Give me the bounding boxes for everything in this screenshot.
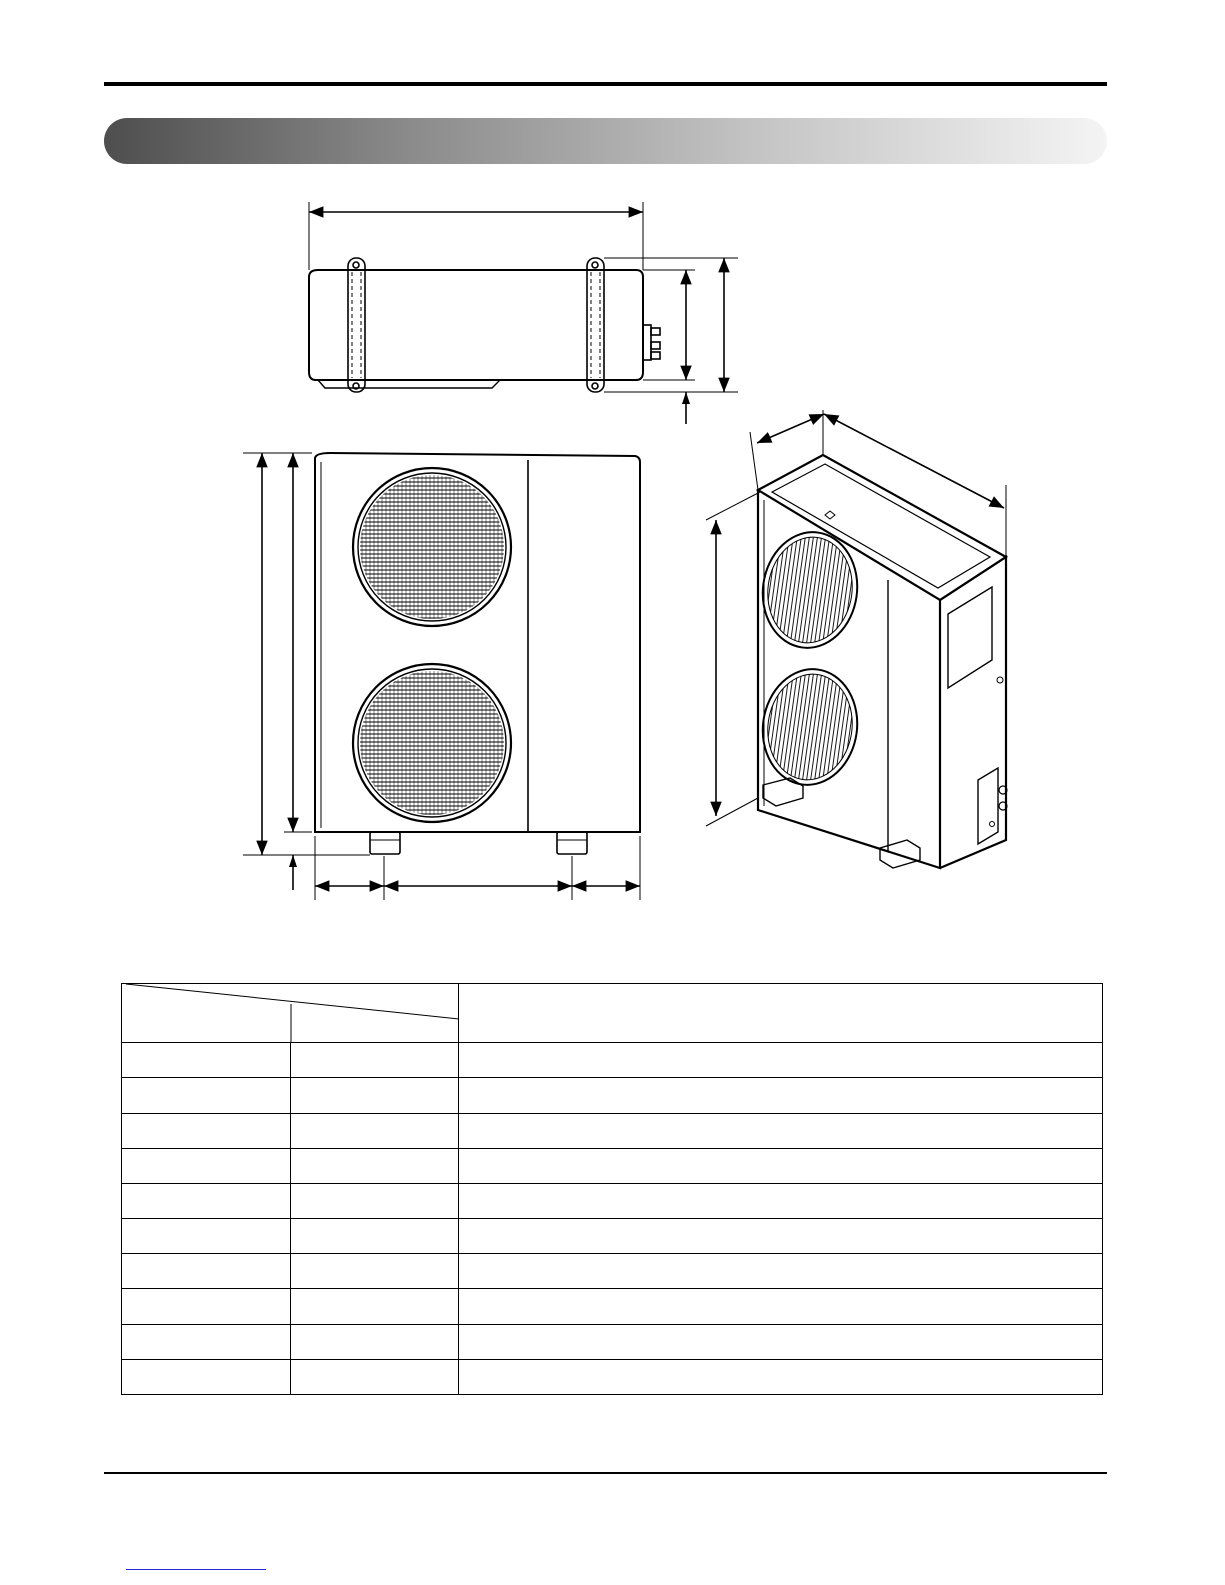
name-cell <box>291 1113 459 1148</box>
name-cell <box>291 1289 459 1324</box>
value-cell <box>459 1078 1103 1113</box>
symbol-cell <box>122 1254 291 1289</box>
symbol-cell <box>122 1043 291 1078</box>
table-row <box>122 1324 1103 1359</box>
table-row <box>122 1289 1103 1324</box>
symbol-cell <box>122 1324 291 1359</box>
value-header-cell <box>459 984 1103 1043</box>
isometric-view <box>706 410 1007 868</box>
name-cell <box>291 1078 459 1113</box>
symbol-cell <box>122 1359 291 1394</box>
footer-link[interactable] <box>126 1555 266 1570</box>
value-cell <box>459 1043 1103 1078</box>
name-cell <box>291 1219 459 1254</box>
table-row <box>122 1219 1103 1254</box>
name-cell <box>291 1043 459 1078</box>
value-cell <box>459 1113 1103 1148</box>
name-cell <box>291 1183 459 1218</box>
table-header-row <box>122 984 1103 1043</box>
table-row <box>122 1078 1103 1113</box>
top-view <box>309 202 738 424</box>
value-cell <box>459 1219 1103 1254</box>
value-cell <box>459 1289 1103 1324</box>
symbol-cell <box>122 1289 291 1324</box>
bottom-rule <box>104 1472 1107 1474</box>
table-row <box>122 1183 1103 1218</box>
name-cell <box>291 1359 459 1394</box>
symbol-cell <box>122 1113 291 1148</box>
value-cell <box>459 1359 1103 1394</box>
value-cell <box>459 1324 1103 1359</box>
name-cell <box>291 1324 459 1359</box>
value-cell <box>459 1148 1103 1183</box>
symbol-cell <box>122 1219 291 1254</box>
name-cell <box>291 1254 459 1289</box>
dimension-table <box>121 983 1103 1395</box>
table-row <box>122 1254 1103 1289</box>
front-view <box>243 453 640 900</box>
table-row <box>122 1148 1103 1183</box>
table-corner-cell <box>122 984 459 1043</box>
diagonal-divider <box>122 984 459 1042</box>
symbol-cell <box>122 1078 291 1113</box>
value-cell <box>459 1183 1103 1218</box>
table-row <box>122 1359 1103 1394</box>
table-row <box>122 1043 1103 1078</box>
name-cell <box>291 1148 459 1183</box>
value-cell <box>459 1254 1103 1289</box>
table-row <box>122 1113 1103 1148</box>
symbol-cell <box>122 1148 291 1183</box>
symbol-cell <box>122 1183 291 1218</box>
